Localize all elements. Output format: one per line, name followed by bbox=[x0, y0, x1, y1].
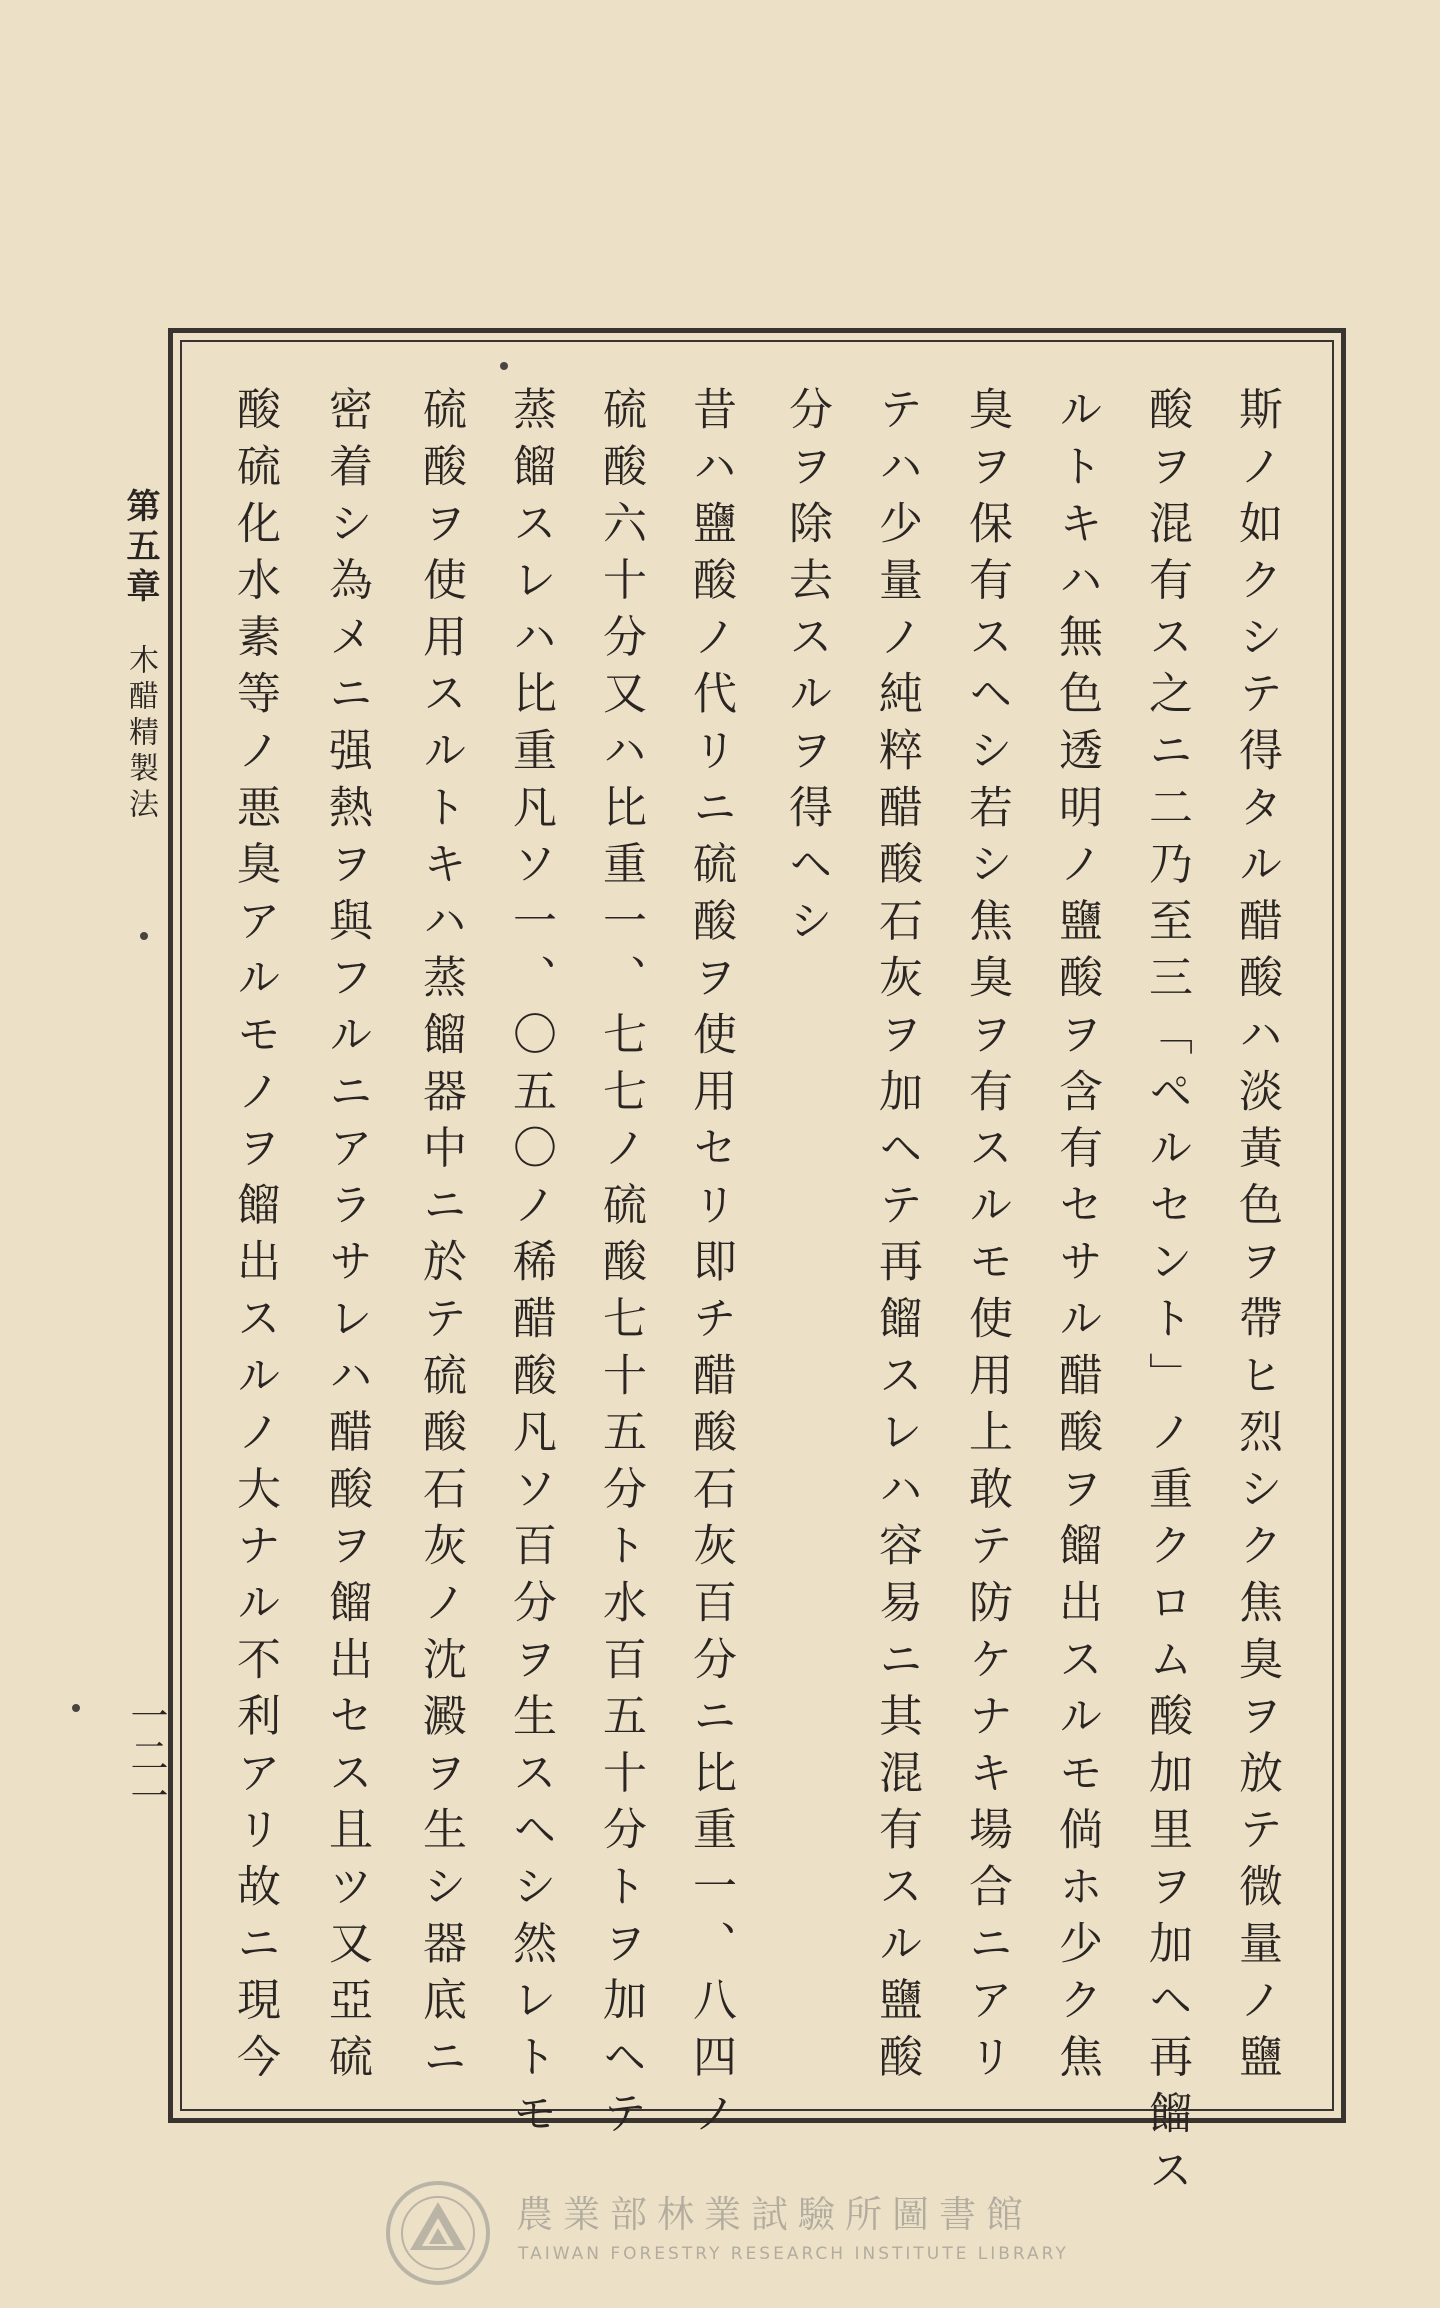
paper-speck bbox=[140, 932, 148, 940]
library-name-chinese: 農業部林業試驗所圖書館 bbox=[516, 2193, 1033, 2236]
text-column-11: 密着シ為メニ强熱ヲ與フルニアラサレハ醋酸ヲ餾出セス且ツ又亞硫 bbox=[321, 386, 372, 2090]
chapter-label: 第五章 bbox=[120, 488, 160, 608]
library-watermark bbox=[378, 2178, 1078, 2288]
library-name-english: TAIWAN FORESTRY RESEARCH INSTITUTE LIBRARY bbox=[518, 2244, 1069, 2264]
running-header bbox=[118, 488, 162, 824]
text-column-5: テハ少量ノ純粹醋酸石灰ヲ加ヘテ再餾スレハ容易ニ其混有スル鹽酸 bbox=[871, 386, 922, 2090]
text-column-3: ルトキハ無色透明ノ鹽酸ヲ含有セサル醋酸ヲ餾出スルモ倘ホ少ク焦 bbox=[1051, 386, 1102, 2090]
text-column-9: 蒸餾スレハ比重凡ソ一、〇五〇ノ稀醋酸凡ソ百分ヲ生スヘシ然レトモ bbox=[505, 386, 556, 2147]
text-column-7: 昔ハ鹽酸ノ代リニ硫酸ヲ使用セリ即チ醋酸石灰百分ニ比重一、八四ノ bbox=[685, 386, 736, 2147]
text-column-2: 酸ヲ混有ス之ニ二乃至三「ペルセント」ノ重クロム酸加里ヲ加ヘ再餾ス bbox=[1141, 386, 1192, 2204]
text-column-6: 分ヲ除去スルヲ得ヘシ bbox=[781, 386, 832, 954]
paper-speck bbox=[72, 1704, 80, 1712]
text-column-10: 硫酸ヲ使用スルトキハ蒸餾器中ニ於テ硫酸石灰ノ沈澱ヲ生シ器底ニ bbox=[415, 386, 466, 2090]
text-column-4: 臭ヲ保有スヘシ若シ焦臭ヲ有スルモ使用上敢テ防ケナキ場合ニアリ bbox=[961, 386, 1012, 2090]
text-column-12: 酸硫化水素等ノ悪臭アルモノヲ餾出スルノ大ナル不利アリ故ニ現今 bbox=[229, 386, 280, 2090]
library-seal-icon bbox=[378, 2178, 498, 2288]
text-column-8: 硫酸六十分又ハ比重一、七七ノ硫酸七十五分ト水百五十分トヲ加ヘテ bbox=[595, 386, 646, 2147]
page-number: 一二一 bbox=[124, 1696, 168, 1816]
paper-speck bbox=[500, 362, 508, 370]
section-title: 木醋精製法 bbox=[123, 644, 158, 824]
text-column-1: 斯ノ如クシテ得タル醋酸ハ淡黃色ヲ帶ヒ烈シク焦臭ヲ放テ微量ノ鹽 bbox=[1231, 386, 1282, 2090]
